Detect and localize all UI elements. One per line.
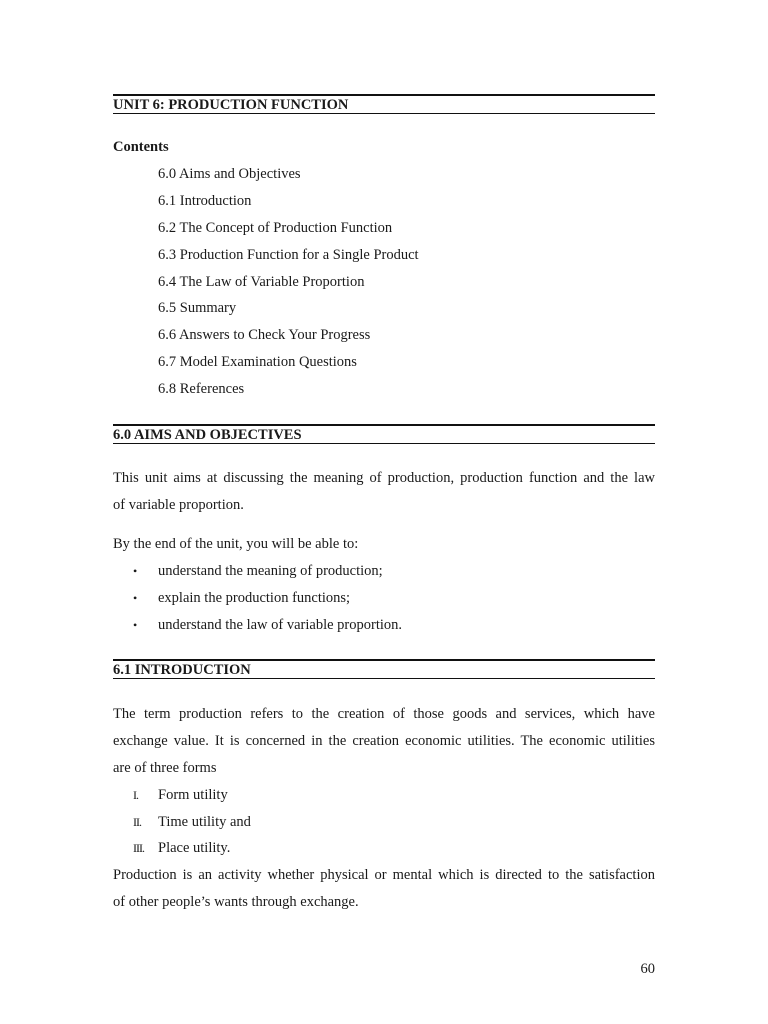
intro-paragraph-line: The term production refers to the creation of those goods and services, which have: [113, 706, 655, 722]
contents-item: 6.3 Production Function for a Single Product: [158, 247, 419, 263]
contents-item: 6.7 Model Examination Questions: [158, 354, 357, 370]
utility-item: Place utility.: [158, 840, 231, 856]
contents-item: 6.4 The Law of Variable Proportion: [158, 274, 365, 290]
intro-paragraph-line: are of three forms: [113, 760, 217, 776]
list-number: II.: [133, 815, 141, 829]
utility-item: Time utility and: [158, 814, 251, 830]
contents-item: 6.1 Introduction: [158, 193, 252, 209]
aims-paragraph-line: of variable proportion.: [113, 497, 244, 513]
contents-item: 6.8 References: [158, 381, 245, 397]
aims-bullet-item: explain the production functions;: [158, 590, 351, 606]
aims-lead: By the end of the unit, you will be able to:: [113, 536, 359, 552]
bullet-icon: •: [133, 618, 138, 632]
aims-paragraph-line: This unit aims at discussing the meaning of production, production function and the law: [113, 470, 655, 486]
document-page: [113, 0, 655, 1024]
contents-item: 6.2 The Concept of Production Function: [158, 220, 393, 236]
contents-item: 6.0 Aims and Objectives: [158, 166, 301, 182]
utility-item: Form utility: [158, 787, 228, 803]
page-number: 60: [640, 961, 655, 977]
aims-heading: 6.0 AIMS AND OBJECTIVES: [113, 424, 655, 444]
unit-title: UNIT 6: PRODUCTION FUNCTION: [113, 94, 655, 114]
intro-heading: 6.1 INTRODUCTION: [113, 659, 655, 679]
intro-closing-line: Production is an activity whether physical or mental which is directed to the satisfaction: [113, 867, 655, 883]
aims-bullet-item: understand the meaning of production;: [158, 563, 383, 579]
contents-label: Contents: [113, 139, 169, 155]
list-number: I.: [133, 788, 138, 802]
aims-bullet-item: understand the law of variable proportion.: [158, 617, 403, 633]
list-number: III.: [133, 841, 144, 855]
contents-item: 6.5 Summary: [158, 300, 237, 316]
intro-closing-line: of other people’s wants through exchange.: [113, 894, 359, 910]
bullet-icon: •: [133, 591, 138, 605]
bullet-icon: •: [133, 564, 138, 578]
intro-paragraph-line: exchange value. It is concerned in the creation economic utilities. The economic utilities: [113, 733, 655, 749]
contents-item: 6.6 Answers to Check Your Progress: [158, 327, 371, 343]
